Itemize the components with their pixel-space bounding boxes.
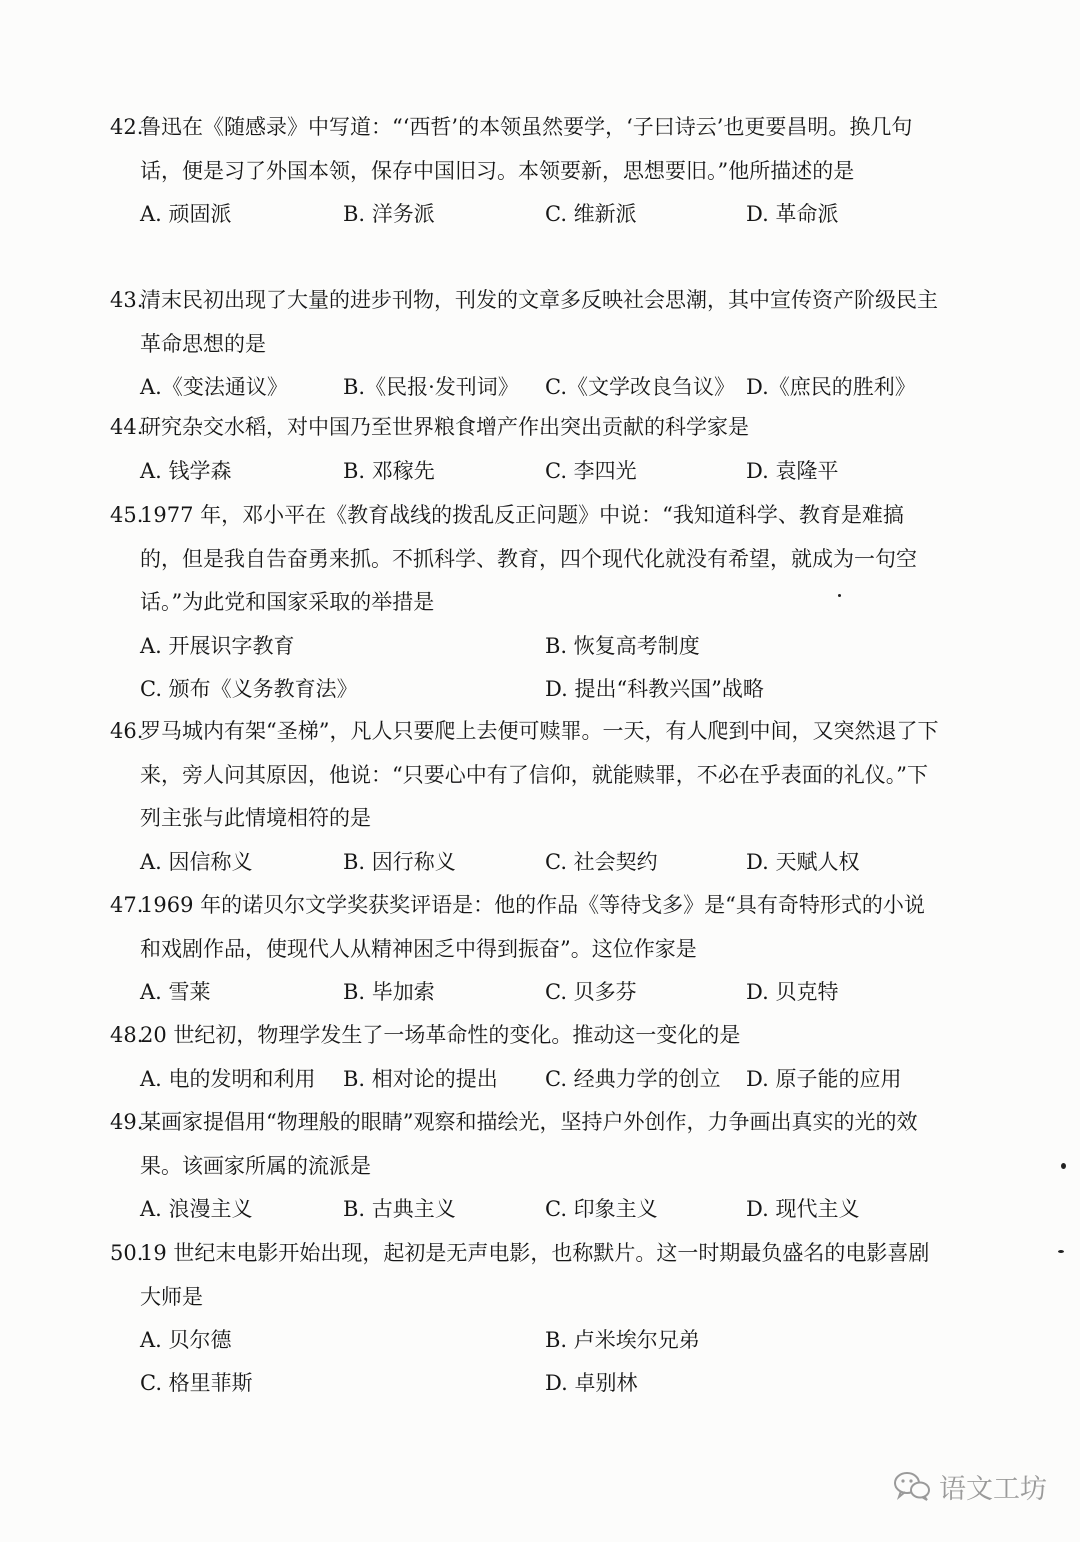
option-d: D. 现代主义 [746,1197,860,1221]
question-number: 48. [110,1023,144,1047]
question-stem: 罗马城内有架“圣梯”，凡人只要爬上去便可赎罪。一天，有人爬到中间，又突然退了下来，旁人问其原因，他说：“只要心中有了信仰，就能赎罪，不必在乎表面的礼仪。”下列主张与此情境相符的是 [140,719,939,830]
question-48 [110,1014,940,1101]
option-b: B. 古典主义 [343,1197,456,1221]
option-a: A. 雪莱 [140,980,211,1004]
question-43 [110,279,940,409]
question-number: 50. [110,1241,144,1265]
option-b: B. 毕加索 [343,980,435,1004]
option-c: C. 经典力学的创立 [545,1066,721,1091]
options-row [140,625,940,668]
question-stem: 研究杂交水稻，对中国乃至世界粮食增产作出突出贡献的科学家是 [140,415,749,439]
question-47 [110,884,940,1014]
option-c: C.《文学改良刍议》 [545,375,735,399]
question-number: 47. [110,893,144,917]
scan-speck [838,594,841,597]
question-50 [110,1232,940,1405]
question-stem: 某画家提倡用“物理般的眼睛”观察和描绘光，坚持户外创作，力争画出真实的光的效果。该画家所属的流派是 [140,1110,918,1178]
option-a: A. 因信称义 [140,849,253,874]
question-number: 45. [110,503,144,527]
question-stem: 1969 年的诺贝尔文学奖获奖评语是：他的作品《等待戈多》是“具有奇特形式的小说和戏剧作品，使现代人从精神困乏中得到振奋”。这位作家是 [140,893,925,961]
options-row [140,1362,940,1405]
option-b: B. 因行称义 [343,849,456,874]
options-row [140,1319,940,1362]
option-c: C. 维新派 [545,202,637,226]
option-c: C. 贝多芬 [545,980,637,1004]
question-46 [110,710,940,884]
scan-speck [1058,1250,1064,1253]
option-b: B. 邓稼先 [343,458,435,483]
question-stem: 清末民初出现了大量的进步刊物，刊发的文章多反映社会思潮，其中宣传资产阶级民主革命思想的是 [140,288,938,356]
option-c: C. 印象主义 [545,1197,658,1221]
question-number: 42. [110,115,144,139]
option-b: B. 洋务派 [343,202,435,226]
option-c: C. 社会契约 [545,849,658,874]
option-b: B. 卢米埃尔兄弟 [545,1328,700,1352]
question-44 [110,406,940,493]
option-d: D. 卓别林 [545,1371,638,1395]
question-stem: 鲁迅在《随感录》中写道：“‘西哲’的本领虽然要学，‘子曰诗云’也更要昌明。换几句话，便是习了外国本领，保存中国旧习。本领要新，思想要旧。”他所描述的是 [140,115,913,183]
options-row [140,841,940,884]
options-row [140,1058,940,1101]
option-a: A.《变法通议》 [140,375,288,399]
watermark [893,1466,1047,1506]
wechat-icon [893,1470,931,1502]
question-42 [110,106,940,236]
question-stem: 20 世纪初，物理学发生了一场革命性的变化。推动这一变化的是 [140,1023,741,1047]
watermark-text: 语文工坊 [939,1473,1047,1505]
option-d: D. 天赋人权 [746,849,860,874]
options-row [140,1188,940,1231]
options-row [140,668,940,711]
question-number: 46. [110,719,144,743]
option-a: A. 钱学森 [140,458,232,483]
option-d: D. 贝克特 [746,980,839,1004]
option-d: D. 提出“科教兴国”战略 [545,676,764,701]
option-a: A. 贝尔德 [140,1328,232,1352]
option-d: D. 袁隆平 [746,458,839,483]
option-c: C. 格里菲斯 [140,1371,253,1395]
options-row [140,971,940,1014]
question-49 [110,1101,940,1231]
question-number: 44. [110,415,144,439]
options-row [140,193,940,236]
question-number: 43. [110,288,144,312]
question-number: 49. [110,1110,144,1134]
option-b: B. 相对论的提出 [343,1066,498,1091]
option-b: B. 恢复高考制度 [545,633,700,658]
options-row [140,450,940,493]
option-c: C. 颁布《义务教育法》 [140,676,358,701]
option-c: C. 李四光 [545,458,637,483]
question-stem: 1977 年，邓小平在《教育战线的拨乱反正问题》中说：“我知道科学、教育是难搞的，但是我自告奋勇来抓。不抓科学、教育，四个现代化就没有希望，就成为一句空话。”为此党和国家采取的举措是 [140,503,917,614]
question-stem: 19 世纪末电影开始出现，起初是无声电影，也称默片。这一时期最负盛名的电影喜剧大师是 [140,1241,930,1309]
option-a: A. 电的发明和利用 [140,1066,316,1091]
option-d: D.《庶民的胜利》 [746,375,916,399]
option-d: D. 原子能的应用 [746,1066,902,1091]
scan-speck [1061,1163,1066,1169]
option-b: B.《民报·发刊词》 [343,375,519,399]
option-a: A. 开展识字教育 [140,633,295,658]
option-a: A. 顽固派 [140,202,232,226]
option-a: A. 浪漫主义 [140,1197,253,1221]
options-row [140,366,940,409]
question-45 [110,494,940,711]
option-d: D. 革命派 [746,202,839,226]
